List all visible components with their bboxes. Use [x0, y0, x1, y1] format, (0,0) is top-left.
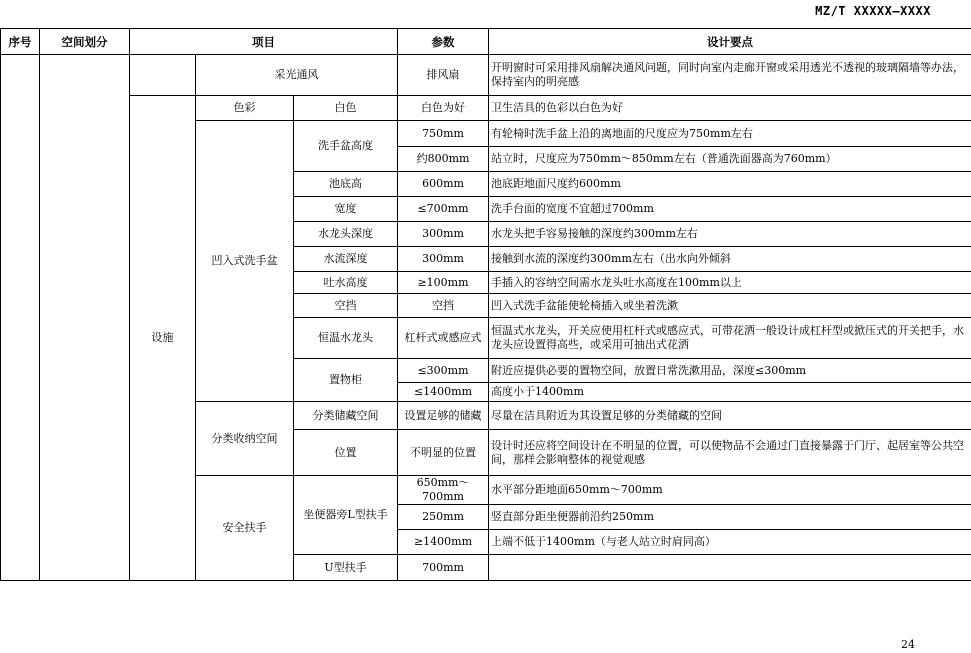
design-note: 卫生洁具的色彩以白色为好: [489, 96, 971, 121]
sub-item: 白色: [294, 96, 398, 121]
sub-item: 恒温水龙头: [294, 318, 398, 359]
design-note: 水平部分距地面650mm～700mm: [489, 476, 971, 505]
design-note: 有轮椅时洗手盆上沿的离地面的尺度应为750mm左右: [489, 121, 971, 147]
space-cell: [40, 55, 130, 581]
item-rail: 安全扶手: [196, 476, 294, 581]
sub-item: 水流深度: [294, 247, 398, 272]
col-header-space: 空间划分: [40, 29, 130, 55]
sub-item: 分类储藏空间: [294, 402, 398, 430]
sub-item: 水龙头深度: [294, 222, 398, 247]
item-basin: 凹入式洗手盆: [196, 121, 294, 402]
item-storage: 分类收纳空间: [196, 402, 294, 476]
design-note: 水龙头把手容易接触的深度约300mm左右: [489, 222, 971, 247]
param-cell: 650mm～700mm: [398, 476, 489, 505]
item-vent: 采光通风: [196, 55, 398, 96]
param-cell: 空挡: [398, 294, 489, 318]
page-number: 24: [901, 638, 915, 651]
design-note: 高度小于1400mm: [489, 383, 971, 402]
param-cell: 300mm: [398, 222, 489, 247]
design-table: [0, 28, 971, 581]
item-color: 色彩: [196, 96, 294, 121]
param-cell: 300mm: [398, 247, 489, 272]
design-note: 接触到水流的深度约300mm左右（出水向外倾斜: [489, 247, 971, 272]
design-note: 池底距地面尺度约600mm: [489, 172, 971, 197]
sub-item: U型扶手: [294, 555, 398, 581]
param-cell: ≥1400mm: [398, 530, 489, 555]
col-header-design: 设计要点: [489, 29, 971, 55]
param-cell: 杠杆式或感应式: [398, 318, 489, 359]
table-header-row: [1, 29, 971, 55]
standard-code: MZ/T XXXXX—XXXX: [815, 4, 931, 18]
param-cell: 设置足够的储藏: [398, 402, 489, 430]
sub-item: 吐水高度: [294, 272, 398, 294]
sub-item: 宽度: [294, 197, 398, 222]
design-note: [489, 555, 971, 581]
col-header-param: 参数: [398, 29, 489, 55]
sub-item: 洗手盆高度: [294, 121, 398, 172]
col-header-item: 项目: [130, 29, 398, 55]
sub-item: 置物柜: [294, 359, 398, 402]
design-note: 站立时，尺度应为750mm～850mm左右（普通洗面器高为760mm）: [489, 147, 971, 172]
design-note: 尽量在洁具附近为其设置足够的分类储藏的空间: [489, 402, 971, 430]
param-cell: 不明显的位置: [398, 430, 489, 476]
param-cell: 600mm: [398, 172, 489, 197]
facility-top-cell: [130, 55, 196, 96]
sub-item: 空挡: [294, 294, 398, 318]
sub-item: 位置: [294, 430, 398, 476]
design-note: 设计时还应将空间设计在不明显的位置，可以使物品不会通过门直接暴露于门厅、起居室等公共空间，那样会影响整体的视觉观感: [489, 430, 971, 476]
param-cell: ≤700mm: [398, 197, 489, 222]
param-cell: 白色为好: [398, 96, 489, 121]
design-note: 竖直部分距坐便器前沿约250mm: [489, 505, 971, 530]
design-note: 恒温式水龙头，开关应使用杠杆式或感应式，可带花洒一般设计成杠杆型或掀压式的开关把手，水龙头应设置得高些，或采用可抽出式花洒: [489, 318, 971, 359]
param-cell: 700mm: [398, 555, 489, 581]
group-facility: 设施: [130, 96, 196, 581]
sub-item: 坐便器旁L型扶手: [294, 476, 398, 555]
index-cell: [1, 55, 40, 581]
param-cell: 750mm: [398, 121, 489, 147]
param-cell: ≤1400mm: [398, 383, 489, 402]
design-note: 洗手台面的宽度不宜超过700mm: [489, 197, 971, 222]
param-cell: ≥100mm: [398, 272, 489, 294]
param-cell: 250mm: [398, 505, 489, 530]
param-cell: 排风扇: [398, 55, 489, 96]
param-cell: ≤300mm: [398, 359, 489, 383]
param-cell: 约800mm: [398, 147, 489, 172]
design-note: 凹入式洗手盆能使轮椅插入或坐着洗漱: [489, 294, 971, 318]
table-row: [1, 55, 971, 96]
design-note: 上端不低于1400mm（与老人站立时肩同高）: [489, 530, 971, 555]
col-header-index: 序号: [1, 29, 40, 55]
design-note: 附近应提供必要的置物空间，放置日常洗漱用品，深度≤300mm: [489, 359, 971, 383]
design-note: 手插入的容纳空间需水龙头吐水高度在100mm以上: [489, 272, 971, 294]
design-note: 开明窗时可采用排风扇解决通风问题，同时向室内走廊开窗或采用透光不透视的玻璃隔墙等办法，保持室内的明亮感: [489, 55, 971, 96]
sub-item: 池底高: [294, 172, 398, 197]
table-row: [1, 96, 971, 121]
